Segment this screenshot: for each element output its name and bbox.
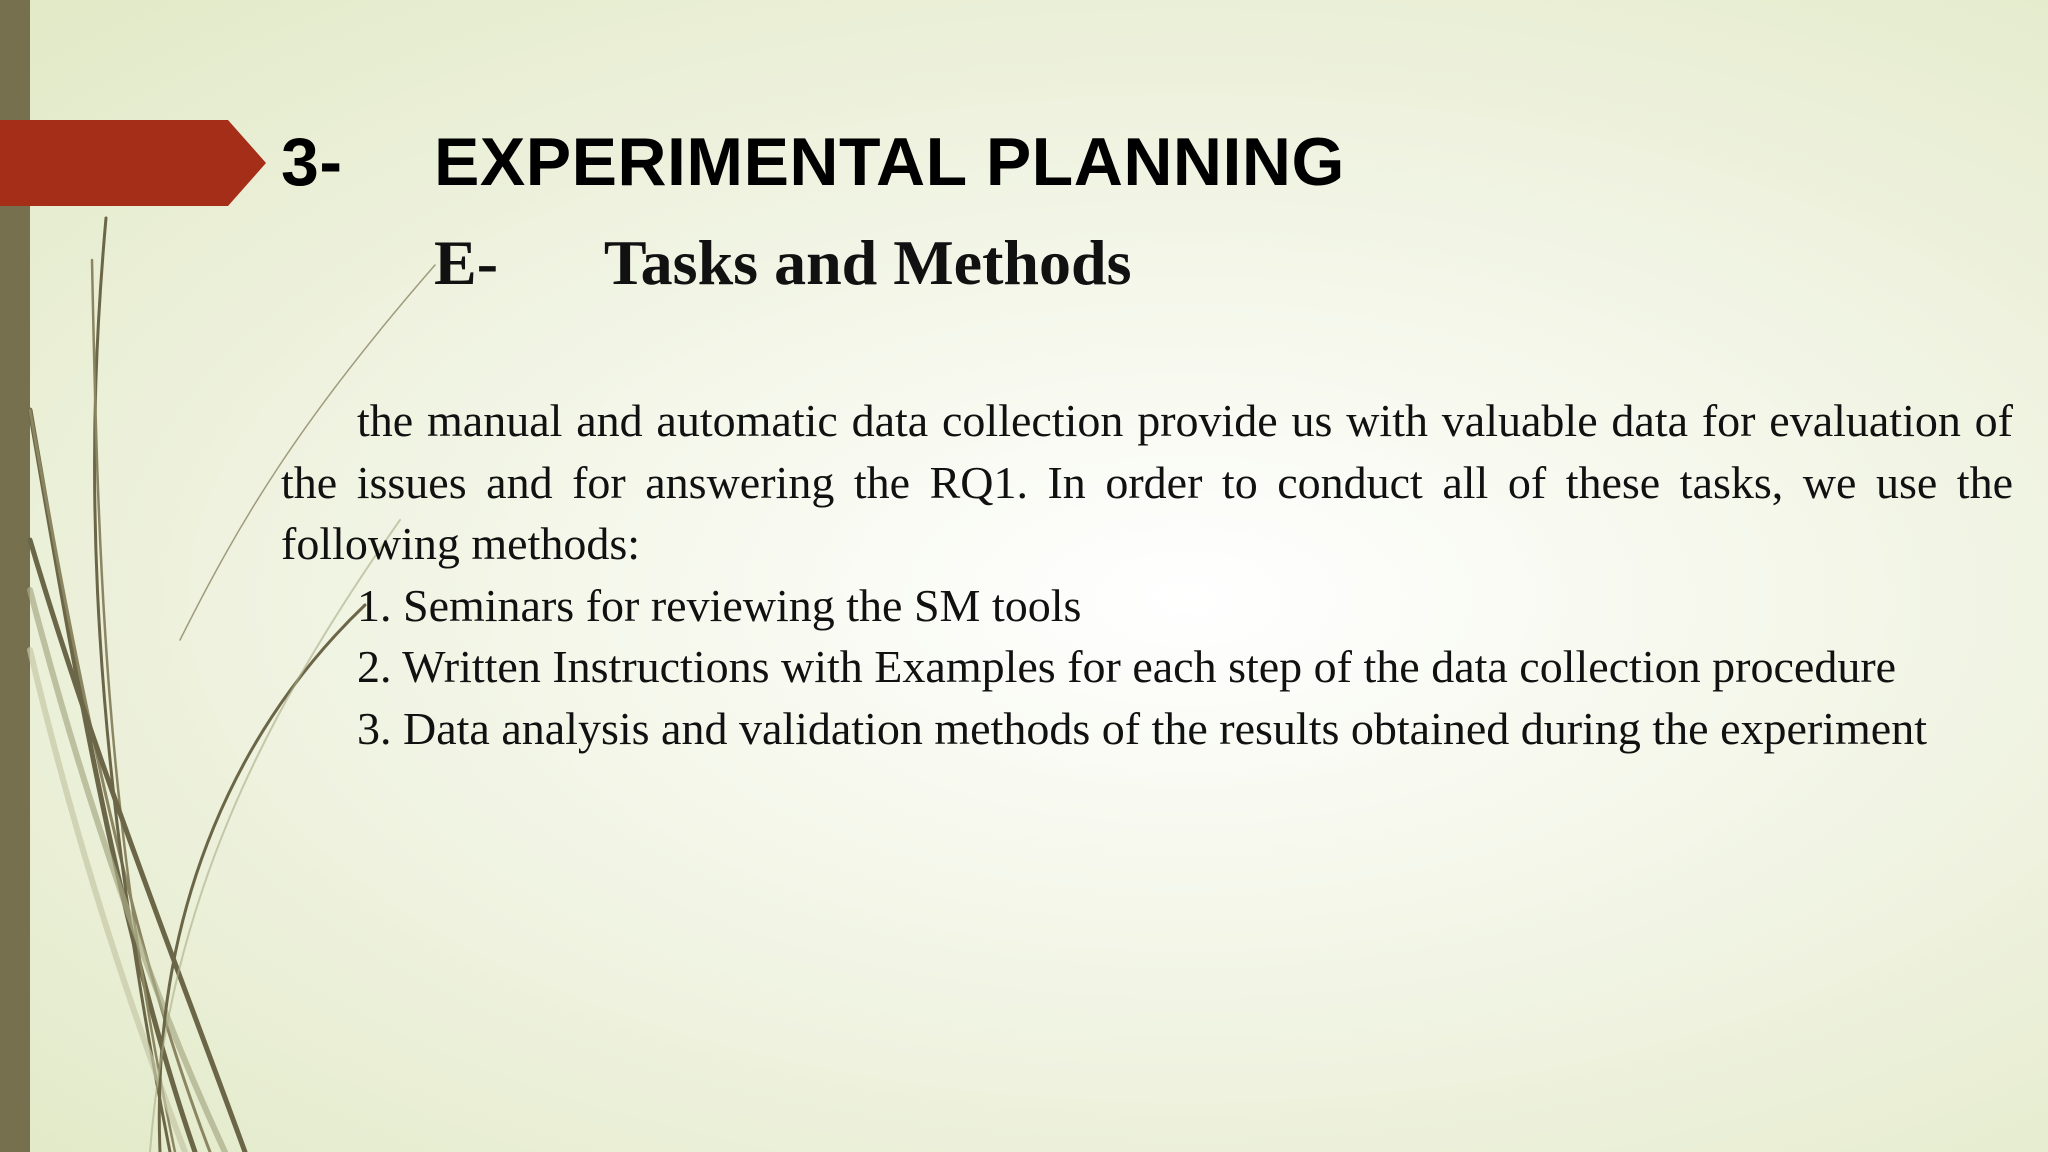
section-number: 3- <box>281 124 343 200</box>
section-arrow-tab <box>0 120 268 206</box>
slide-body <box>281 390 2013 759</box>
list-item: 2. Written Instructions with Examples for each step of the data collection procedure <box>357 641 1897 692</box>
intro-paragraph: the manual and automatic data collection provide us with valuable data for evaluation of the issues and for answering the RQ1. In order to conduct all of these tasks, we use the following methods: <box>281 395 2013 569</box>
subsection-heading <box>434 226 1131 300</box>
subsection-letter: E- <box>434 227 498 298</box>
list-item: 1. Seminars for reviewing the SM tools <box>357 579 1082 631</box>
subsection-title: Tasks and Methods <box>603 227 1132 298</box>
methods-list <box>281 575 1987 760</box>
section-title: EXPERIMENTAL PLANNING <box>434 124 1345 200</box>
section-heading <box>281 120 1345 204</box>
list-item: 3. Data analysis and validation methods of the results obtained during the experiment <box>357 702 1927 754</box>
